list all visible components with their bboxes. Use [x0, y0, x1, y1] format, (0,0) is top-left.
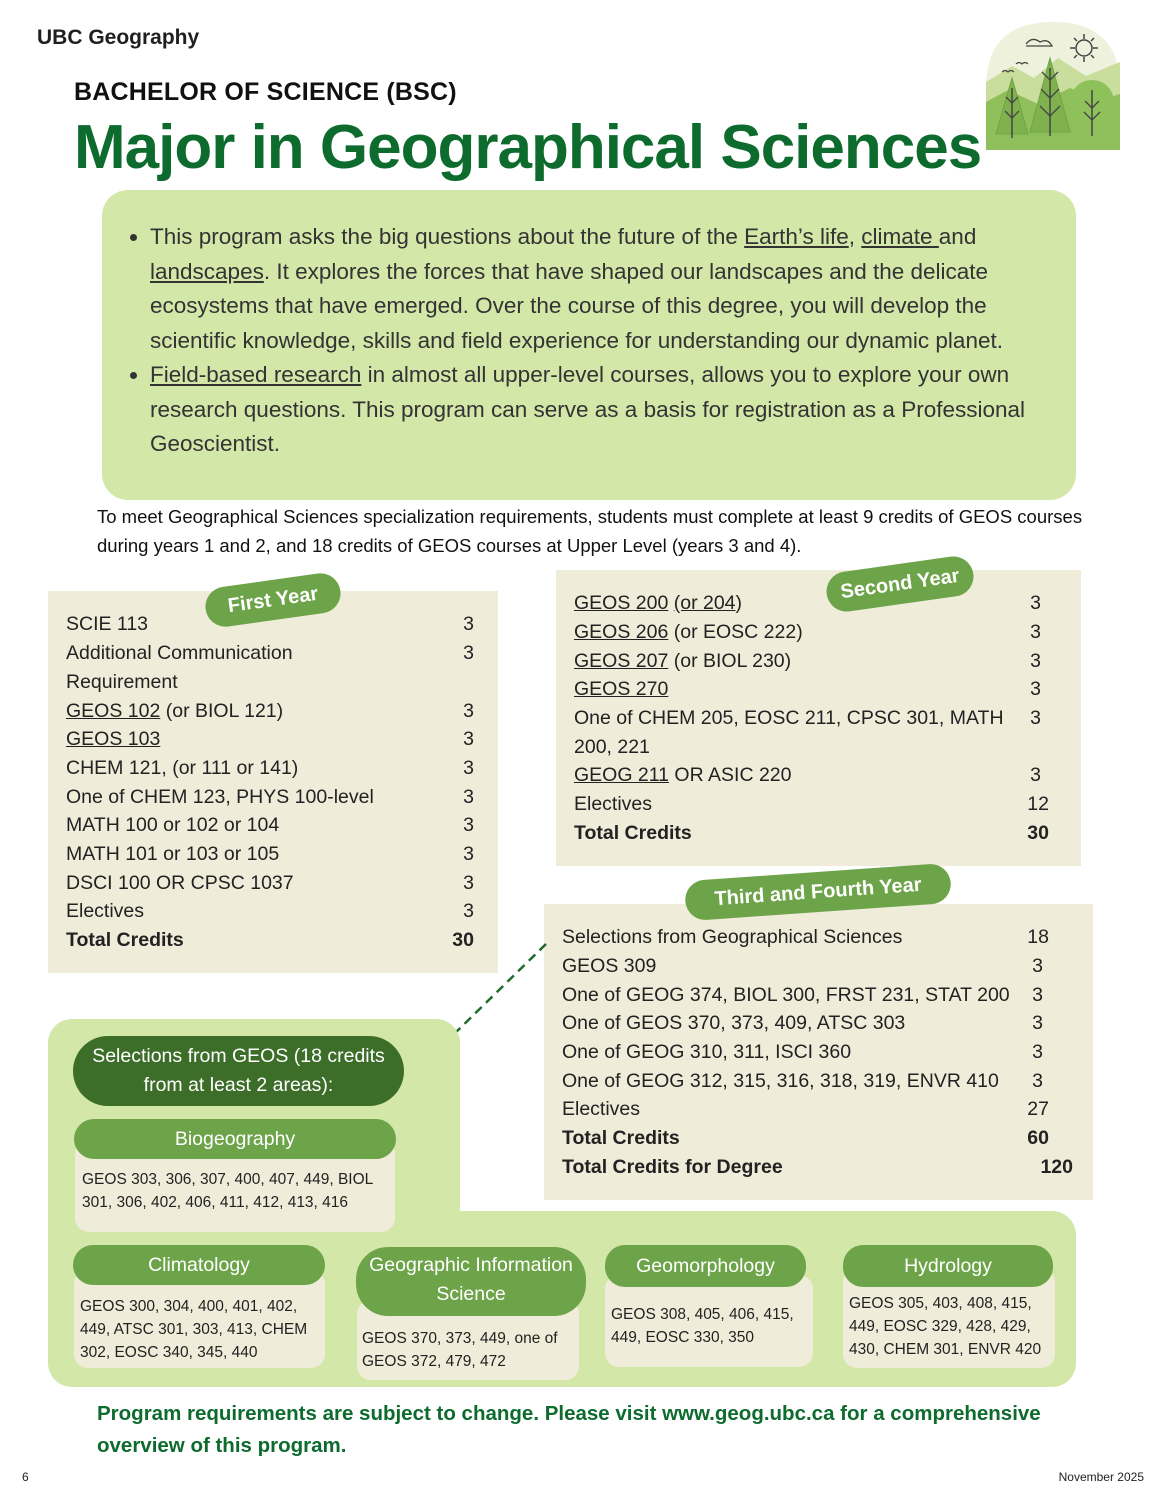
intro-text: , [848, 224, 862, 249]
course-credits: 3 [1030, 707, 1041, 729]
course-list-line: 449, EOSC 330, 350 [611, 1329, 755, 1346]
course-credits: 3 [463, 642, 474, 664]
course-name: (or BIOL 230) [668, 650, 792, 672]
course-row [66, 639, 480, 668]
second-year-box [556, 570, 1081, 866]
course-name: DSCI 100 OR CPSC 1037 [66, 872, 294, 894]
publication-date: November 2025 [1058, 1470, 1144, 1484]
course-row [574, 675, 1063, 704]
course-list-line: GEOS 370, 373, 449, one of [362, 1330, 558, 1347]
course-credits: 3 [463, 757, 474, 779]
course-row [574, 647, 1063, 676]
course-credits: 3 [1032, 984, 1043, 1006]
landscape-illustration-icon [982, 18, 1124, 152]
course-name: 200, 221 [574, 736, 650, 758]
course-row-continued [574, 733, 1063, 762]
course-name: One of CHEM 123, PHYS 100-level [66, 786, 374, 808]
course-row [562, 952, 1075, 981]
course-name: One of GEOS 370, 373, 409, ATSC 303 [562, 1012, 906, 1034]
selections-heading [73, 1036, 404, 1106]
course-row [562, 1095, 1075, 1124]
course-credits: 3 [463, 900, 474, 922]
course-name: Selections from Geographical Sciences [562, 926, 903, 948]
course-credits: 3 [1032, 1070, 1043, 1092]
upper-years-label: Third and Fourth Year [684, 863, 952, 921]
intro-text: in almost all upper-level courses, allows you to explore your own research questions. This program can serve as a basis for registration as a Professional Geoscientist. [150, 362, 1026, 456]
total-credits-row [574, 819, 1063, 848]
total-credits: 60 [1027, 1127, 1049, 1149]
course-credits: 3 [463, 786, 474, 808]
upper-years-box [544, 904, 1093, 1200]
course-credits: 3 [463, 613, 474, 635]
course-row [562, 981, 1075, 1010]
geomorphology-courses [605, 1275, 813, 1367]
climate-link[interactable]: climate [861, 224, 939, 249]
course-name: Electives [66, 900, 145, 922]
course-row [66, 811, 480, 840]
course-row [574, 618, 1063, 647]
course-credits: 3 [1030, 592, 1041, 614]
course-credits: 3 [1030, 678, 1041, 700]
course-credits: 3 [1032, 955, 1043, 977]
course-list-line: GEOS 300, 304, 400, 401, 402, [80, 1298, 298, 1315]
total-credits: 30 [1027, 822, 1049, 844]
geog-211-link[interactable]: GEOG 211 [574, 764, 670, 786]
degree-kicker: BACHELOR OF SCIENCE (BSC) [74, 78, 457, 106]
course-credits: 3 [1032, 1012, 1043, 1034]
geos-204-link[interactable]: (or 204 [673, 592, 736, 614]
total-credits-row [562, 1124, 1075, 1153]
brand-name: UBC Geography [37, 26, 200, 49]
geos-206-link[interactable]: GEOS 206 [574, 621, 669, 643]
course-name: One of GEOG 310, 311, ISCI 360 [562, 1041, 852, 1063]
course-credits: 3 [463, 872, 474, 894]
course-row [66, 783, 480, 812]
biogeography-label: Biogeography [74, 1119, 396, 1159]
hydrology-label: Hydrology [843, 1245, 1053, 1287]
intro-text: and [938, 224, 977, 249]
total-credits: 30 [452, 929, 474, 951]
gis-label-line: Science [436, 1283, 506, 1305]
course-name: GEOS 309 [562, 955, 657, 977]
course-name: Electives [574, 793, 653, 815]
course-row [574, 790, 1063, 819]
geos-270-link[interactable]: GEOS 270 [574, 678, 669, 700]
course-credits: 3 [463, 700, 474, 722]
course-row [562, 1038, 1075, 1067]
total-label: Total Credits [574, 822, 692, 844]
course-row [66, 697, 480, 726]
course-credits: 3 [1030, 764, 1041, 786]
course-name: One of GEOG 312, 315, 316, 318, 319, ENVR 410 [562, 1070, 999, 1092]
course-credits: 3 [463, 843, 474, 865]
course-credits: 3 [463, 728, 474, 750]
geomorphology-label: Geomorphology [605, 1245, 806, 1287]
total-credits: 120 [1040, 1156, 1073, 1178]
course-name: (or EOSC 222) [668, 621, 803, 643]
first-year-box [48, 591, 498, 973]
course-row [562, 1067, 1075, 1096]
course-credits: 3 [463, 814, 474, 836]
course-list-line: GEOS 372, 479, 472 [362, 1353, 506, 1370]
course-list-line: 430, CHEM 301, ENVR 420 [849, 1341, 1042, 1358]
course-list-line: 301, 306, 402, 406, 411, 412, 413, 416 [82, 1194, 349, 1211]
course-name: One of GEOG 374, BIOL 300, FRST 231, STAT 200 [562, 984, 1010, 1006]
climatology-label: Climatology [73, 1245, 325, 1285]
gis-label-line: Geographic Information [369, 1254, 573, 1276]
gis-label [356, 1247, 586, 1316]
course-row [66, 897, 480, 926]
intro-text: This program asks the big questions about the future of the [150, 224, 745, 249]
course-credits: 3 [1032, 1041, 1043, 1063]
geos-103-link[interactable]: GEOS 103 [66, 728, 161, 750]
course-list-line: 302, EOSC 340, 345, 440 [80, 1344, 258, 1361]
course-name: Requirement [66, 671, 178, 693]
course-row [66, 725, 480, 754]
course-list-line: GEOS 305, 403, 408, 415, [849, 1295, 1032, 1312]
course-name: Electives [562, 1098, 641, 1120]
geos-102-link[interactable]: GEOS 102 [66, 700, 161, 722]
specialization-requirement-text: To meet Geographical Sciences specialization requirements, students must complete at least 9 credits of GEOS courses during years 1 and 2, and 18 credits of GEOS courses at Upper Level (years 3 and 4). [97, 506, 1083, 556]
course-row [574, 761, 1063, 790]
course-credits: 27 [1027, 1098, 1049, 1120]
second-year-label: Second Year [824, 554, 976, 614]
course-name: MATH 101 or 103 or 105 [66, 843, 280, 865]
course-row [66, 840, 480, 869]
landscapes-link[interactable]: landscapes [150, 258, 264, 284]
course-row [66, 869, 480, 898]
intro-text: . It explores the forces that have shaped our landscapes and the delicate ecosystems that have emerged. Over the course of this degree, you will develop the scientific knowledge, skills and field experience for understanding our dynamic planet. [150, 258, 1003, 353]
intro-bullet-1 [150, 220, 1036, 358]
course-credits: 12 [1027, 793, 1049, 815]
course-name: SCIE 113 [66, 613, 149, 635]
course-name: Additional Communication [66, 642, 293, 664]
total-label: Total Credits [562, 1127, 680, 1149]
course-row [66, 754, 480, 783]
degree-total-row [562, 1153, 1075, 1182]
selections-heading-line: Selections from GEOS (18 credits [92, 1045, 385, 1067]
course-list-line: GEOS 303, 306, 307, 400, 407, 449, BIOL [82, 1171, 374, 1188]
course-name: ) [735, 592, 743, 614]
page-number: 6 [22, 1470, 29, 1484]
course-list-line: 449, ATSC 301, 303, 413, CHEM [80, 1321, 308, 1338]
course-credits: 3 [1030, 621, 1041, 643]
intro-bullet-2 [150, 358, 1036, 462]
course-credits: 3 [1030, 650, 1041, 672]
course-row [574, 704, 1063, 733]
course-name: One of CHEM 205, EOSC 211, CPSC 301, MATH [574, 707, 1004, 729]
course-name: (or BIOL 121) [160, 700, 284, 722]
course-row [574, 589, 1063, 618]
course-row-continued [66, 668, 480, 697]
selections-heading-line: from at least 2 areas): [143, 1074, 334, 1096]
total-label: Total Credits for Degree [562, 1156, 783, 1178]
program-intro-box [102, 190, 1076, 500]
course-row [562, 1009, 1075, 1038]
first-year-label: First Year [203, 571, 343, 630]
total-label: Total Credits [66, 929, 184, 951]
course-list-line: GEOS 308, 405, 406, 415, [611, 1306, 794, 1323]
course-name: CHEM 121, (or 111 or 141) [66, 757, 299, 779]
geos-200-link[interactable]: GEOS 200 [574, 592, 669, 614]
earths-life-link[interactable]: Earth’s life [744, 224, 849, 249]
program-change-note: Program requirements are subject to change. Please visit www.geog.ubc.ca for a comprehensive overview of this program. [97, 1402, 1041, 1457]
course-name: MATH 100 or 102 or 104 [66, 814, 280, 836]
course-name: OR ASIC 220 [669, 764, 792, 786]
total-credits-row [66, 926, 480, 955]
field-based-research-link[interactable]: Field-based research [150, 362, 362, 387]
course-credits: 18 [1027, 926, 1049, 948]
course-row [562, 923, 1075, 952]
course-list-line: 449, EOSC 329, 428, 429, [849, 1318, 1031, 1335]
geos-207-link[interactable]: GEOS 207 [574, 650, 669, 672]
page-title: Major in Geographical Sciences [74, 113, 982, 182]
